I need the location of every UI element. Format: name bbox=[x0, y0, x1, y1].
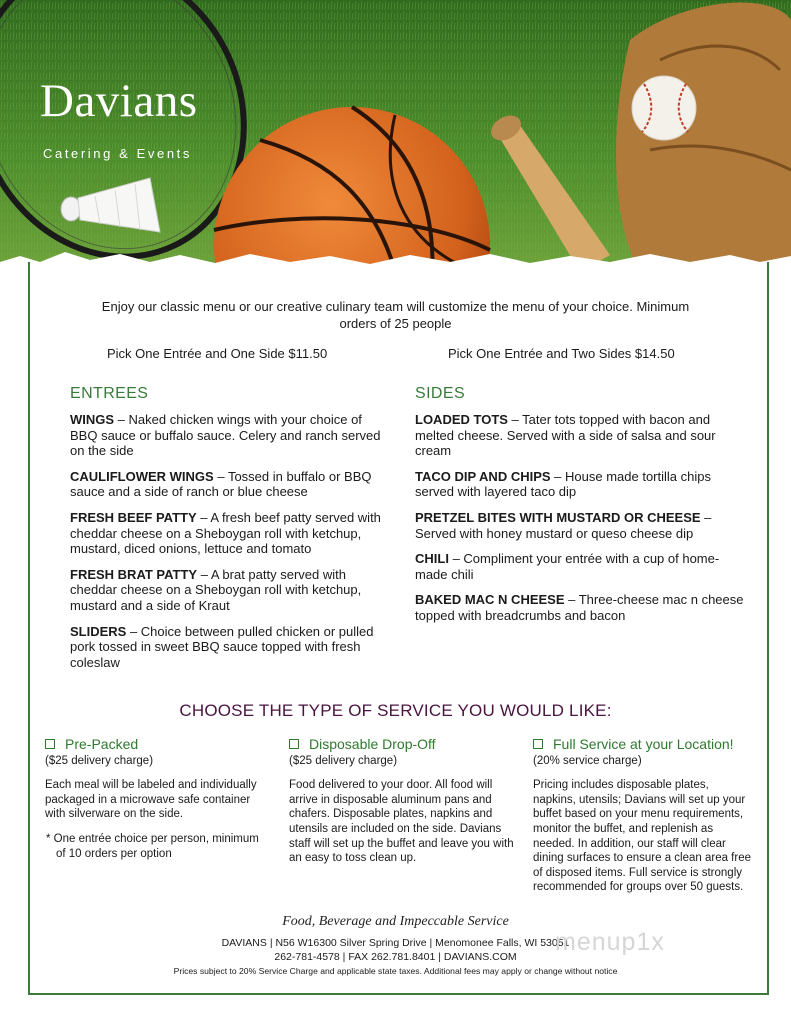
item-name: SLIDERS bbox=[70, 623, 127, 639]
list-item bbox=[415, 510, 745, 541]
checkbox-icon[interactable] bbox=[45, 739, 55, 749]
item-desc: – Tater tots topped with bacon and melted cheese. Served with a side of salsa and sour cream bbox=[415, 412, 716, 459]
baseball-glove-icon bbox=[616, 3, 791, 272]
list-item bbox=[70, 567, 385, 614]
sports-equipment-illustration bbox=[0, 0, 791, 272]
item-desc: – House made tortilla chips served with layered taco dip bbox=[415, 468, 711, 500]
item-name: PRETZEL BITES WITH MUSTARD OR CHEESE bbox=[415, 509, 701, 525]
service-option-pre-packed bbox=[45, 737, 265, 861]
item-name: BAKED MAC N CHEESE bbox=[415, 592, 565, 608]
item-name: WINGS bbox=[70, 412, 115, 427]
item-desc: – Three-cheese mac n cheese topped with breadcrumbs and bacon bbox=[415, 592, 744, 623]
sides-heading: SIDES bbox=[415, 385, 466, 402]
checkbox-icon[interactable] bbox=[289, 739, 299, 749]
item-name: TACO DIP AND CHIPS bbox=[415, 468, 551, 484]
price-one-side: Pick One Entrée and One Side $11.50 bbox=[107, 346, 328, 361]
intro-text: Enjoy our classic menu or our creative culinary team will customize the menu of your choice. Minimum orders of 25 people bbox=[101, 299, 690, 331]
service-option-full-service bbox=[533, 737, 753, 895]
service-charge: ($25 delivery charge) bbox=[289, 754, 398, 767]
list-item bbox=[70, 412, 385, 459]
sides-list bbox=[415, 412, 745, 634]
footer-address: DAVIANS | N56 W16300 Silver Spring Drive | Menomonee Falls, WI 53051 bbox=[221, 937, 570, 949]
checkbox-icon[interactable] bbox=[533, 739, 543, 749]
footer-tagline: Food, Beverage and Impeccable Service bbox=[282, 914, 509, 929]
service-option-checkbox[interactable] bbox=[45, 737, 265, 752]
service-heading: CHOOSE THE TYPE OF SERVICE YOU WOULD LIKE: bbox=[179, 701, 612, 720]
item-desc: – Tossed in buffalo or BBQ sauce and a side of ranch or blue cheese bbox=[70, 468, 372, 500]
header-photo bbox=[0, 0, 791, 272]
entrees-heading: ENTREES bbox=[70, 385, 149, 402]
service-option-checkbox[interactable] bbox=[533, 737, 753, 752]
item-desc: – A brat patty served with cheddar cheese on a Sheboygan roll with ketchup, mustard and a side of Kraut bbox=[70, 566, 362, 613]
service-option-checkbox[interactable] bbox=[289, 737, 514, 752]
service-description: Food delivered to your door. All food will arrive in disposable aluminum pans and chafers. Disposable plates, napkins and utensils are included on the side. Davians staff will set up the buffet and leave you with an easy to toss clean up. bbox=[289, 779, 514, 865]
item-desc: – Served with honey mustard or queso cheese dip bbox=[415, 509, 712, 541]
item-name: CHILI bbox=[415, 551, 449, 567]
list-item bbox=[70, 510, 385, 557]
service-description: Each meal will be labeled and individually packaged in a microwave safe container with silverware on the side. bbox=[45, 779, 257, 821]
service-title: Pre-Packed bbox=[65, 736, 139, 752]
item-desc: – Compliment your entrée with a cup of home-made chili bbox=[415, 551, 720, 582]
service-title: Full Service at your Location! bbox=[553, 736, 734, 752]
list-item bbox=[70, 469, 385, 500]
brand-subtitle: Catering & Events bbox=[43, 146, 192, 161]
item-desc: – A fresh beef patty served with cheddar cheese on a Sheboygan roll with ketchup, mustard, diced onions, lettuce and tomato bbox=[70, 509, 381, 557]
list-item bbox=[415, 469, 745, 500]
service-option-drop-off bbox=[289, 737, 514, 866]
brand-logo: Davians bbox=[40, 75, 198, 127]
price-two-sides: Pick One Entrée and Two Sides $14.50 bbox=[448, 346, 675, 361]
item-name: LOADED TOTS bbox=[415, 412, 508, 427]
service-note: * One entrée choice per person, minimum of 10 orders per option bbox=[46, 832, 259, 860]
watermark: menup1x bbox=[555, 928, 665, 956]
list-item bbox=[415, 592, 745, 623]
list-item bbox=[415, 412, 745, 459]
service-description: Pricing includes disposable plates, napkins, utensils; Davians will set up your buffet based on your menu requirements, monitor the buffet, and replenish as needed. In addition, our staff will clear dining surfaces to ensure a clean area free of disposed items. Full service is strongly recommended for groups over 50 guests. bbox=[533, 779, 751, 894]
item-name: FRESH BEEF PATTY bbox=[70, 509, 197, 525]
service-title: Disposable Drop-Off bbox=[309, 736, 436, 752]
footer-disclaimer: Prices subject to 20% Service Charge and applicable state taxes. Additional fees may apply or change without notice bbox=[173, 966, 618, 976]
service-charge: ($25 delivery charge) bbox=[45, 754, 154, 767]
list-item bbox=[70, 624, 385, 671]
item-desc: – Naked chicken wings with your choice of BBQ sauce or buffalo sauce. Celery and ranch served on the side bbox=[70, 412, 381, 459]
item-name: CAULIFLOWER WINGS bbox=[70, 468, 214, 484]
service-charge: (20% service charge) bbox=[533, 754, 642, 767]
list-item bbox=[415, 551, 745, 582]
footer-contact: 262-781-4578 | FAX 262.781.8401 | DAVIANS.COM bbox=[274, 951, 517, 963]
item-desc: – Choice between pulled chicken or pulled pork tossed in sweet BBQ sauce topped with fresh coleslaw bbox=[70, 623, 374, 670]
baseball-icon bbox=[632, 76, 696, 140]
item-name: FRESH BRAT PATTY bbox=[70, 566, 198, 582]
entrees-list bbox=[70, 412, 385, 680]
